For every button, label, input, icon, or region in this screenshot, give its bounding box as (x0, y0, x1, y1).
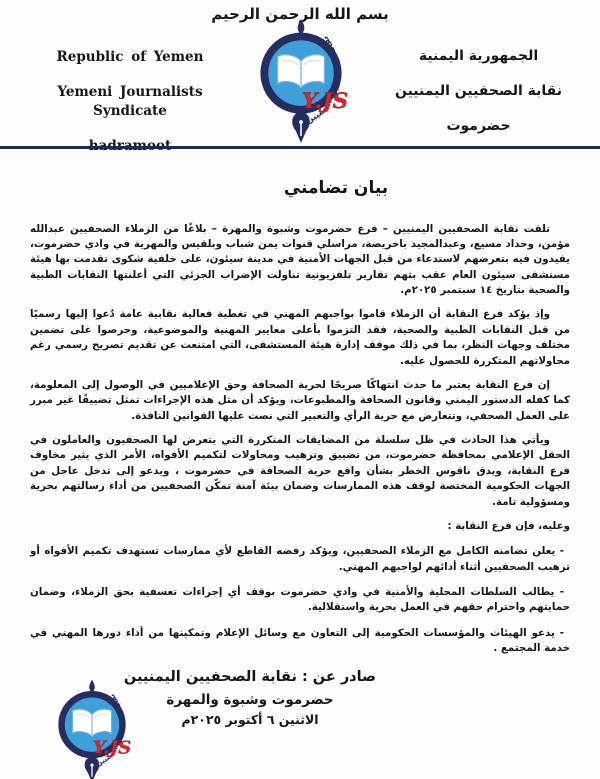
issued-by-line: صادر عن : نقابة الصحفيين اليمنيين (123, 669, 377, 685)
bullet-item: - يدعو الهيئات والمؤسسات الحكومية إلى التعاون مع وسائل الإعلام وتمكينها من أداء دورها المهني في خدمة المجتمع . (30, 626, 570, 655)
basmala-text: بسم الله الرحمن الرحيم (211, 5, 389, 23)
statement-paragraph: تلقت نقابة الصحفيين اليمنيين – فرع حضرموت وشبوة والمهرة – بلاغًا من الزملاء الصحفيين عبدالله مؤمن، وحداد مسيع، وعبدالمجيد باخريصة، مراسلي قنوات يمن شباب وبلقيس والمهرية في وادي حضرموت، يفيدون فيه بتعرضهم لاستدعاء من قبل الجهات الأمنية في مدينة سيئون، على خلفية شكوى تقدمت بها هيئة مستشفى سيئون العام عقب بثهم تقارير تلفزيونية تناولت الإضراب الجزئي التي أعلنتها النقابات الطبية والصحية بتاريخ ١٤ سبتمبر ٢٠٢٥م. (30, 222, 570, 296)
header-arabic-line: الجمهورية اليمنية (418, 48, 539, 64)
document-header (0, 0, 600, 152)
statement-paragraph: ويأتي هذا الحادث في ظل سلسلة من المضايقات المتكررة التي يتعرض لها الصحفيون والعاملون في الحقل الإعلامي بمحافظة حضرموت، من تضييق وترهيب ومحاولات لتكميم الأفواه، الأمر الذي يثير مخاوف فرع النقابة، ويدق ناقوس الخطر بشأن واقع حرية الصحافة في حضرموت ، ويدعو إلى تدخل عاجل من الجهات الحكومية المختصة لوقف هذه الممارسات وضمان بيئة آمنة تمكّن الصحفيين من أداء رسالتهم بحرية ومسؤولية تامة. (30, 434, 570, 508)
header-arabic-line: نقابة الصحفيين اليمنيين (394, 83, 563, 99)
footer-text (88, 669, 412, 727)
bullet-item: - يطالب السلطات المحلية والأمنية في وادي حضرموت بوقف أي إجراءات تعسفية بحق الزملاء، وضمان حمايتهم واحترام حقهم في العمل بحرية واستقلالية. (30, 586, 570, 614)
header-english-line: Yemeni Journalists Syndicate (57, 84, 203, 119)
date-line: الاثنين ٦ أكتوبر ٢٠٢٥م (181, 712, 319, 727)
syndicate-logo-top (253, 18, 349, 151)
statement-paragraph: وإذ يؤكد فرع النقابة أن الزملاء قاموا بواجبهم المهني في تغطية فعالية نقابية عامة دُعوا إليها رسميًا من قبل النقابات الطبية والصحية، فقد التزموا بأعلى معايير المهنية والموضوعية، وحرصوا على تضمين مختلف وجهات النظر، بما في ذلك موقف إدارة هيئة المستشفى، التي امتنعت عن تقديم تصريح رسمي رغم محاولاتهم المتكررة للحصول عليه. (30, 308, 570, 367)
statement-title: بيان تضامني (283, 178, 389, 198)
bullet-item: - يعلن تضامنه الكامل مع الزملاء الصحفيين، ويؤكد رفضه القاطع لأي ممارسات تستهدف تكميم الأفواه أو ترهيب الصحفيين أثناء أدائهم لواجبهم المهني. (30, 545, 570, 573)
header-english-line: Republic of Yemen (56, 49, 204, 65)
header-arabic-line: حضرموت (446, 118, 511, 134)
header-arabic (381, 47, 576, 152)
document-footer (0, 667, 600, 779)
branch-line: حضرموت وشبوة والمهرة (166, 692, 334, 708)
resolution-intro: وعليه، فإن فرع النقابة : (447, 519, 570, 532)
statement-body (0, 152, 600, 667)
statement-paragraph: إن فرع النقابة يعتبر ما حدث انتهاكًا صريحًا لحرية الصحافة وحق الإعلاميين في الوصول إلى المعلومة، كما كفله الدستور اليمني وقانون الصحافة والمطبوعات، ويؤكد أن مثل هذه الإجراءات تمثل تضييقًا غير مبرر على العمل الصحفي، وتتعارض مع حرية الرأي والتعبير التي نصت عليها القوانين النافذة. (30, 378, 570, 422)
header-english (24, 48, 236, 172)
